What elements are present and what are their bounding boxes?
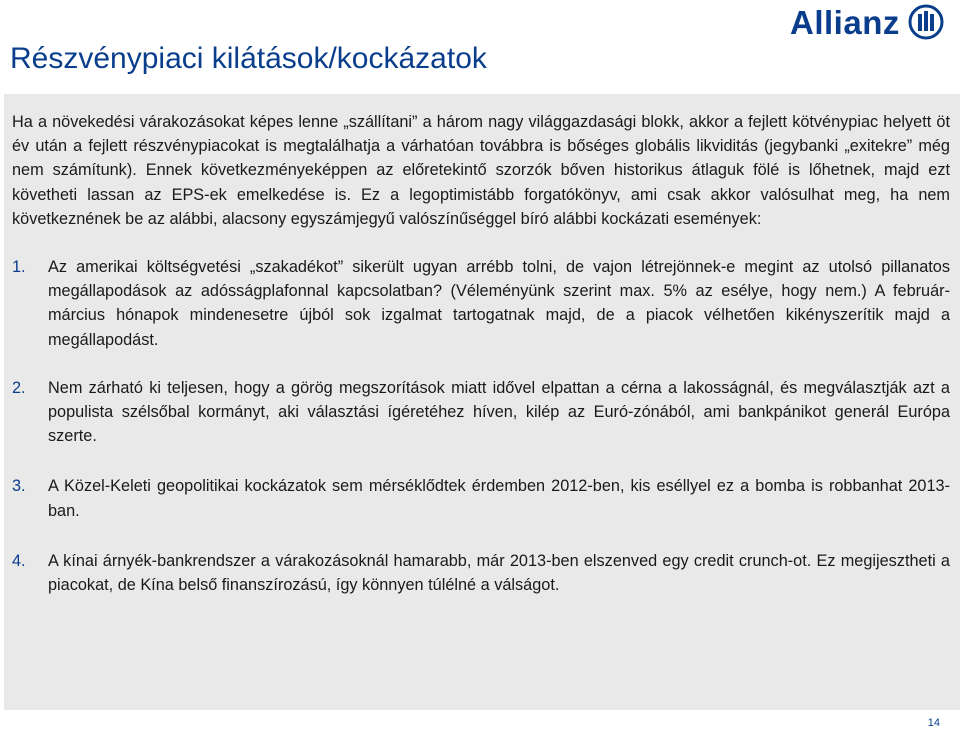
allianz-logo: [790, 4, 944, 40]
risk-item: [12, 474, 950, 522]
risk-item-number: 1.: [12, 258, 26, 277]
risk-item-text: A Közel-Keleti geopolitikai kockázatok sem mérséklődtek érdemben 2012-ben, kis eséllyel ez a bomba is robbanhat 2013-ban.: [48, 477, 950, 520]
risk-item: [12, 376, 950, 449]
risk-item: [12, 255, 950, 352]
page-number: 14: [927, 717, 940, 729]
risk-item-number: 2.: [12, 378, 26, 397]
logo-text: Allianz: [790, 3, 900, 41]
risk-item: [12, 549, 950, 597]
risk-item-text: Nem zárható ki teljesen, hogy a görög megszorítások miatt idővel elpattan a cérna a lakosságnál, és megválasztják azt a populista szélsőbal kormányt, aki választási ígéretéhez híven, kilép az Euró-zónából, ami bankpánikot generál Európa szerte.: [48, 378, 950, 446]
risk-item-number: 3.: [12, 477, 26, 496]
slide-title: Részvénypiaci kilátások/kockázatok: [10, 42, 487, 75]
allianz-eagle-icon: [908, 4, 944, 40]
risk-item-text: A kínai árnyék-bankrendszer a várakozásoknál hamarabb, már 2013-ben elszenved egy credit crunch-ot. Ez megijesztheti a piacokat, de Kína belső finanszírozású, így könnyen túlélné a válságot.: [48, 551, 950, 595]
content-text: [12, 110, 950, 597]
intro-paragraph: Ha a növekedési várakozásokat képes lenne „szállítani” a három nagy világgazdasági blokk, akkor a fejlett kötvénypiac helyett öt év után a fejlett részvénypiacokat is megtalálhatja a várhatóan továbbra is bőséges globális likviditás (jegybanki „exitekre” még nem számítunk). Ennek következményeképpen az előretekintő szorzók bőven historikus átlaguk fölé is lőhetnek, majd ezt követheti lassan az EPS-ek emelkedése is. Ez a legoptimistább forgatókönyv, ami csak akkor valósulhat meg, ha nem következnének be az alábbi, alacsony egyszámjegyű valószínűséggel bíró alábbi kockázati események:: [12, 113, 950, 228]
risk-item-number: 4.: [12, 551, 26, 570]
risk-item-text: Az amerikai költségvetési „szakadékot” sikerült ugyan arrébb tolni, de vajon létrejönnek-e megint az utolsó pillanatos megállapodások az adósságplafonnal kapcsolatban? (Véleményünk szerint max. 5% az esélye, hogy nem.) A február-március hónapok mindenesetre újból sok izgalmat tartogatnak majd, de a piacok vélhetően kikényszerítik majd a megállapodást.: [48, 258, 950, 349]
